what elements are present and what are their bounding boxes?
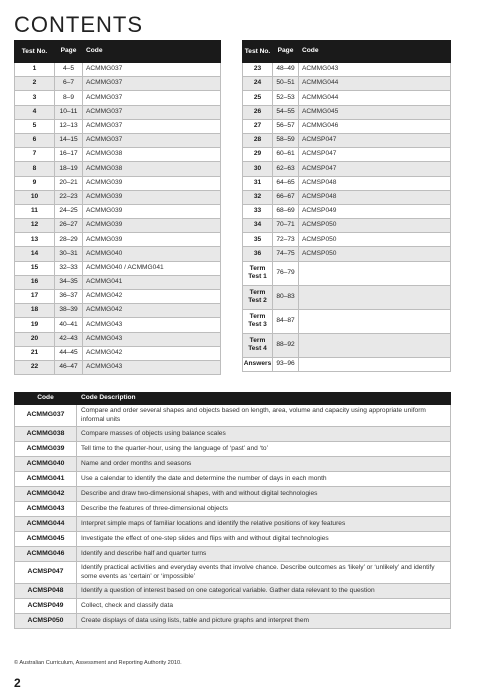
curriculum-code: ACMMG041 (15, 472, 77, 487)
code-description: Identify practical activities and everyday events that involve chance. Describe outcomes as ‘likely’ or ‘unlikely’ and identify some events as ‘certain’ or ‘impossible’ (77, 562, 451, 584)
curriculum-code: ACMSP050 (299, 233, 451, 247)
table-row (15, 119, 221, 133)
table-row (243, 233, 451, 247)
page-range: 93–96 (273, 357, 299, 371)
curriculum-code: ACMMG039 (83, 176, 221, 190)
page-range: 56–57 (273, 119, 299, 133)
curriculum-code: ACMMG037 (83, 91, 221, 105)
test-number: 19 (15, 318, 55, 332)
tests-table-right (242, 40, 451, 372)
table-row (15, 457, 451, 472)
test-number: 29 (243, 148, 273, 162)
table-row (15, 332, 221, 346)
page-range: 88–92 (273, 333, 299, 357)
curriculum-code: ACMSP050 (15, 614, 77, 629)
curriculum-code: ACMMG042 (83, 346, 221, 360)
table-row (15, 487, 451, 502)
table-row (15, 176, 221, 190)
curriculum-code: ACMSP047 (299, 148, 451, 162)
page-range: 18–19 (55, 162, 83, 176)
page-range: 68–69 (273, 204, 299, 218)
page-range: 8–9 (55, 91, 83, 105)
test-number: 5 (15, 119, 55, 133)
page-range: 72–73 (273, 233, 299, 247)
code-description: Describe and draw two-dimensional shapes, with and without digital technologies (77, 487, 451, 502)
curriculum-code: ACMMG037 (83, 119, 221, 133)
tests-table-left (14, 40, 221, 375)
table-row (15, 204, 221, 218)
table-row (243, 219, 451, 233)
test-number: 8 (15, 162, 55, 176)
header-page: Page (55, 41, 83, 63)
curriculum-code: ACMMG040 (15, 457, 77, 472)
table-row (15, 77, 221, 91)
term-test-row (243, 309, 451, 333)
curriculum-code: ACMSP050 (299, 219, 451, 233)
table-row (15, 261, 221, 275)
table-row (15, 162, 221, 176)
curriculum-code: ACMMG043 (83, 360, 221, 374)
code-description: Collect, check and classify data (77, 599, 451, 614)
curriculum-code: ACMMG038 (83, 148, 221, 162)
curriculum-code: ACMMG040 / ACMMG041 (83, 261, 221, 275)
test-number: 25 (243, 91, 273, 105)
page-range: 52–53 (273, 91, 299, 105)
curriculum-code: ACMMG039 (83, 204, 221, 218)
page-range: 32–33 (55, 261, 83, 275)
curriculum-code: ACMSP047 (299, 133, 451, 147)
table-row (243, 105, 451, 119)
page-range: 20–21 (55, 176, 83, 190)
curriculum-code: ACMMG037 (83, 77, 221, 91)
page-range: 30–31 (55, 247, 83, 261)
curriculum-code: ACMMG043 (83, 318, 221, 332)
table-row (15, 148, 221, 162)
page-range: 28–29 (55, 233, 83, 247)
test-number: 7 (15, 148, 55, 162)
table-row (243, 119, 451, 133)
curriculum-code: ACMMG045 (15, 532, 77, 547)
test-number: 14 (15, 247, 55, 261)
curriculum-code: ACMMG043 (299, 63, 451, 77)
curriculum-code (299, 309, 451, 333)
table-row (15, 304, 221, 318)
table-row (243, 133, 451, 147)
page-range: 40–41 (55, 318, 83, 332)
page-range: 26–27 (55, 219, 83, 233)
test-number: 27 (243, 119, 273, 133)
test-number: 35 (243, 233, 273, 247)
page-range: 64–65 (273, 176, 299, 190)
curriculum-code: ACMMG042 (83, 304, 221, 318)
code-description: Identify a question of interest based on one categorical variable. Gather data relevant to the question (77, 584, 451, 599)
page-range: 62–63 (273, 162, 299, 176)
test-number: 18 (15, 304, 55, 318)
page-range: 44–45 (55, 346, 83, 360)
page-number: 2 (14, 676, 21, 690)
test-number: Term Test 2 (243, 285, 273, 309)
table-row (15, 599, 451, 614)
table-row (243, 91, 451, 105)
table-row (15, 91, 221, 105)
table-row (15, 233, 221, 247)
curriculum-code: ACMMG037 (83, 105, 221, 119)
test-number: 17 (15, 290, 55, 304)
code-description: Describe the features of three-dimensional objects (77, 502, 451, 517)
table-row (15, 219, 221, 233)
curriculum-code: ACMSP049 (299, 204, 451, 218)
test-number: 10 (15, 190, 55, 204)
test-number: 22 (15, 360, 55, 374)
table-row (15, 614, 451, 629)
table-row (15, 517, 451, 532)
curriculum-code: ACMSP047 (299, 162, 451, 176)
page-range: 74–75 (273, 247, 299, 261)
page-range: 12–13 (55, 119, 83, 133)
curriculum-code: ACMMG045 (299, 105, 451, 119)
test-number: 36 (243, 247, 273, 261)
header-test-no: Test No. (243, 41, 273, 63)
curriculum-code: ACMSP048 (299, 190, 451, 204)
test-number: Term Test 3 (243, 309, 273, 333)
table-row (243, 247, 451, 261)
page-range: 66–67 (273, 190, 299, 204)
header-code: Code (83, 41, 221, 63)
page-range: 80–83 (273, 285, 299, 309)
table-row (15, 584, 451, 599)
page-range: 24–25 (55, 204, 83, 218)
table-row (243, 190, 451, 204)
code-description: Investigate the effect of one-step slides and flips with and without digital technologies (77, 532, 451, 547)
table-row (15, 442, 451, 457)
table-row (15, 405, 451, 427)
copyright-notice: © Australian Curriculum, Assessment and Reporting Authority 2010. (14, 660, 182, 666)
page-range: 4–5 (55, 63, 83, 77)
curriculum-code: ACMMG044 (299, 91, 451, 105)
test-number: 9 (15, 176, 55, 190)
test-number: 31 (243, 176, 273, 190)
test-number: 32 (243, 190, 273, 204)
page-range: 6–7 (55, 77, 83, 91)
curriculum-code: ACMMG046 (299, 119, 451, 133)
test-number: 28 (243, 133, 273, 147)
curriculum-code: ACMSP048 (299, 176, 451, 190)
header-code: Code (15, 393, 77, 405)
table-row (15, 346, 221, 360)
test-number: 2 (15, 77, 55, 91)
test-number: 13 (15, 233, 55, 247)
page-range: 58–59 (273, 133, 299, 147)
table-row (15, 190, 221, 204)
header-test-no: Test No. (15, 41, 55, 63)
page-range: 34–35 (55, 275, 83, 289)
curriculum-code: ACMMG039 (83, 219, 221, 233)
curriculum-code: ACMMG039 (15, 442, 77, 457)
test-number: 21 (15, 346, 55, 360)
curriculum-code: ACMMG040 (83, 247, 221, 261)
table-row (15, 133, 221, 147)
curriculum-code: ACMMG037 (83, 63, 221, 77)
table-row (15, 562, 451, 584)
code-descriptions-table (14, 392, 451, 629)
page-range: 76–79 (273, 261, 299, 285)
test-number: 33 (243, 204, 273, 218)
test-number: 26 (243, 105, 273, 119)
code-description: Use a calendar to identify the date and determine the number of days in each month (77, 472, 451, 487)
page-range: 54–55 (273, 105, 299, 119)
curriculum-code (299, 261, 451, 285)
header-page: Page (273, 41, 299, 63)
test-number: 30 (243, 162, 273, 176)
curriculum-code (299, 285, 451, 309)
page-range: 14–15 (55, 133, 83, 147)
code-description: Create displays of data using lists, table and picture graphs and interpret them (77, 614, 451, 629)
table-row (15, 105, 221, 119)
curriculum-code: ACMMG044 (15, 517, 77, 532)
table-row (243, 63, 451, 77)
curriculum-code: ACMMG039 (83, 233, 221, 247)
table-row (15, 290, 221, 304)
page-range: 16–17 (55, 148, 83, 162)
table-row (15, 502, 451, 517)
table-row (15, 275, 221, 289)
test-number: 16 (15, 275, 55, 289)
page-range: 84–87 (273, 309, 299, 333)
page-range: 36–37 (55, 290, 83, 304)
table-row (243, 176, 451, 190)
curriculum-code: ACMMG043 (83, 332, 221, 346)
test-number: 20 (15, 332, 55, 346)
term-test-row (243, 285, 451, 309)
curriculum-code: ACMSP048 (15, 584, 77, 599)
code-description: Tell time to the quarter-hour, using the language of ‘past’ and ‘to’ (77, 442, 451, 457)
page-range: 42–43 (55, 332, 83, 346)
curriculum-code: ACMMG044 (299, 77, 451, 91)
table-row (15, 318, 221, 332)
curriculum-code: ACMMG038 (15, 427, 77, 442)
curriculum-code: ACMMG041 (83, 275, 221, 289)
table-row (15, 532, 451, 547)
page-range: 38–39 (55, 304, 83, 318)
table-row (243, 162, 451, 176)
term-test-row (243, 333, 451, 357)
test-number: 23 (243, 63, 273, 77)
curriculum-code: ACMMG042 (83, 290, 221, 304)
test-number: 4 (15, 105, 55, 119)
table-row (15, 427, 451, 442)
curriculum-code (299, 357, 451, 371)
header-code-description: Code Description (77, 393, 451, 405)
code-description: Identify and describe half and quarter turns (77, 547, 451, 562)
code-description: Compare and order several shapes and objects based on length, area, volume and capacity using appropriate uniform informal units (77, 405, 451, 427)
test-number: 3 (15, 91, 55, 105)
curriculum-code: ACMSP050 (299, 247, 451, 261)
page-range: 48–49 (273, 63, 299, 77)
test-number: 1 (15, 63, 55, 77)
page-title: CONTENTS (14, 12, 143, 37)
test-number: 15 (15, 261, 55, 275)
page-range: 10–11 (55, 105, 83, 119)
curriculum-code (299, 333, 451, 357)
test-number: 6 (15, 133, 55, 147)
test-number: 24 (243, 77, 273, 91)
page-range: 22–23 (55, 190, 83, 204)
code-description: Compare masses of objects using balance scales (77, 427, 451, 442)
answers-label: Answers (243, 357, 273, 371)
test-number: 11 (15, 204, 55, 218)
table-row (15, 472, 451, 487)
curriculum-code: ACMSP049 (15, 599, 77, 614)
curriculum-code: ACMMG037 (83, 133, 221, 147)
test-number: Term Test 4 (243, 333, 273, 357)
test-number: Term Test 1 (243, 261, 273, 285)
table-row (15, 247, 221, 261)
curriculum-code: ACMMG038 (83, 162, 221, 176)
table-row (243, 77, 451, 91)
curriculum-code: ACMSP047 (15, 562, 77, 584)
curriculum-code: ACMMG043 (15, 502, 77, 517)
page-range: 50–51 (273, 77, 299, 91)
table-row (15, 547, 451, 562)
page-range: 46–47 (55, 360, 83, 374)
table-row (15, 360, 221, 374)
table-row (243, 204, 451, 218)
page-range: 60–61 (273, 148, 299, 162)
curriculum-code: ACMMG039 (83, 190, 221, 204)
code-description: Interpret simple maps of familiar locations and identify the relative positions of key features (77, 517, 451, 532)
term-test-row (243, 261, 451, 285)
curriculum-code: ACMMG042 (15, 487, 77, 502)
table-row (243, 148, 451, 162)
page-range: 70–71 (273, 219, 299, 233)
test-number: 34 (243, 219, 273, 233)
test-number: 12 (15, 219, 55, 233)
answers-row (243, 357, 451, 371)
code-description: Name and order months and seasons (77, 457, 451, 472)
header-code: Code (299, 41, 451, 63)
table-row (15, 63, 221, 77)
curriculum-code: ACMMG037 (15, 405, 77, 427)
curriculum-code: ACMMG046 (15, 547, 77, 562)
